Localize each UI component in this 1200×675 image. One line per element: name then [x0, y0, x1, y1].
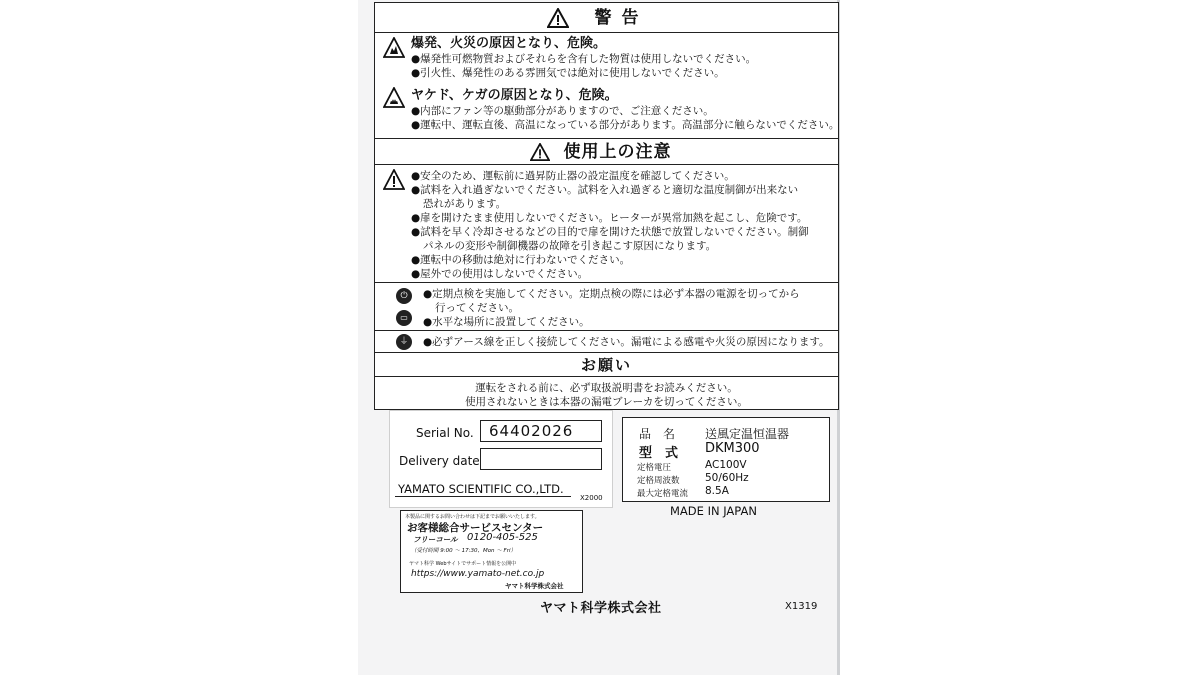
request-line: 使用されないときは本器の漏電ブレーカを切ってください。: [465, 396, 748, 408]
model-value: DKM300: [705, 441, 760, 456]
company-name-small: ヤマト科学株式会社: [505, 582, 564, 590]
spec-plate: [622, 417, 830, 502]
voltage-value: AC100V: [705, 459, 747, 471]
service-url[interactable]: https://www.yamato-net.co.jp: [411, 569, 545, 579]
voltage-label: 定格電圧: [637, 463, 672, 473]
freecall-label: フリーコール: [413, 535, 458, 544]
caution-line: 恐れがあります。: [423, 198, 507, 210]
explosion-hazard-icon: [383, 37, 405, 59]
delivery-date-value: [480, 448, 602, 470]
caution-line: ●運転中の移動は絶対に行わないでください。: [411, 254, 631, 266]
burn-line: ●運転中、運転直後、高温になっている部分があります。高温部分に触らないでください。: [411, 119, 840, 131]
frequency-value: 50/60Hz: [705, 472, 749, 484]
caution-general-section: [375, 165, 838, 283]
delivery-date-label: Delivery date: [399, 454, 480, 468]
hot-surface-hazard-icon: [383, 87, 405, 109]
caution-line: パネルの変形や制御機器の故障を引き起こす原因になります。: [423, 240, 717, 252]
level-install-icon: ▭: [396, 310, 412, 326]
caution-line: ●扉を開けたまま使用しないでください。ヒーターが異常加熱を起こし、危険です。: [411, 212, 808, 224]
burn-heading: ヤケド、ケガの原因となり、危険。: [411, 88, 618, 103]
request-section: [375, 381, 838, 409]
caution-triangle-icon: [530, 143, 550, 161]
current-value: 8.5A: [705, 485, 729, 497]
burn-line: ●内部にファン等の駆動部分がありますので、ご注意ください。: [411, 105, 714, 117]
warning-header: [375, 3, 838, 33]
caution-ground-section: [375, 331, 838, 353]
serial-label-code: X2000: [580, 494, 603, 502]
request-header: [375, 353, 838, 377]
company-underline: [395, 496, 571, 497]
caution-line: ●試料を入れ過ぎないでください。試料を入れ過ぎると適切な温度制御が出来ない: [411, 184, 799, 196]
model-label: 型 式: [639, 446, 679, 461]
service-center-title: お客様総合サービスセンター: [407, 522, 544, 534]
current-label: 最大定格電流: [637, 489, 689, 499]
inspection-line: 行ってください。: [435, 302, 519, 314]
caution-inspection-section: [375, 283, 838, 331]
caution-title: 使用上の注意: [563, 142, 672, 162]
serial-label: [389, 410, 613, 508]
made-in-japan: MADE IN JAPAN: [670, 504, 757, 518]
web-note: ヤマト科学 Webサイトでサポート情報を公開中: [409, 561, 517, 567]
plate-code: X1319: [785, 601, 818, 612]
request-line: 運転をされる前に、必ず取扱説明書をお読みください。: [475, 382, 738, 394]
inspection-line: ●定期点検を実施してください。定期点検の際には必ず本器の電源を切ってから: [423, 288, 800, 300]
warning-section-burn: [375, 83, 838, 139]
serial-no-value: 64402026: [480, 420, 602, 442]
power-off-icon: ⏻: [396, 288, 412, 304]
ground-line: ●必ずアース線を正しく接続してください。漏電による感電や火災の原因になります。: [423, 336, 830, 348]
caution-line: ●安全のため、運転前に過昇防止器の設定温度を確認してください。: [411, 170, 735, 182]
company-name-en: YAMATO SCIENTIFIC CO.,LTD.: [398, 482, 564, 496]
freecall-number: 0120-405-525: [467, 532, 538, 543]
warning-section-explosion: [375, 33, 838, 87]
caution-line: ●試料を早く冷却させるなどの目的で扉を開けた状態で放置しないでください。制御: [411, 226, 809, 238]
product-name-value: 送風定温恒温器: [705, 427, 790, 441]
level-line: ●水平な場所に設置してください。: [423, 316, 590, 328]
service-center-box: [400, 510, 583, 593]
warning-label: [374, 2, 839, 410]
general-caution-icon: [383, 169, 405, 191]
explosion-line: ●爆発性可燃物質およびそれらを含有した物質は使用しないでください。: [411, 53, 757, 65]
earth-ground-icon: ⏚: [396, 334, 412, 350]
request-title: お願い: [580, 356, 632, 374]
service-hours: （受付時間 9:00 ～ 17:30、Mon ～ Fri）: [411, 548, 516, 554]
warning-title: 警 告: [594, 8, 641, 28]
caution-header: [375, 139, 838, 165]
product-name-label: 品 名: [639, 427, 676, 441]
warning-triangle-icon: [547, 8, 569, 28]
frequency-label: 定格周波数: [637, 476, 680, 486]
company-name-jp: ヤマト科学株式会社: [540, 601, 662, 616]
service-note: 本製品に関するお問い合わせは下記までお願いいたします。: [405, 514, 540, 520]
explosion-heading: 爆発、火災の原因となり、危険。: [411, 36, 607, 51]
caution-line: ●屋外での使用はしないでください。: [411, 268, 589, 280]
explosion-line: ●引火性、爆発性のある雰囲気では絶対に使用しないでください。: [411, 67, 725, 79]
serial-no-label: Serial No.: [416, 426, 474, 440]
